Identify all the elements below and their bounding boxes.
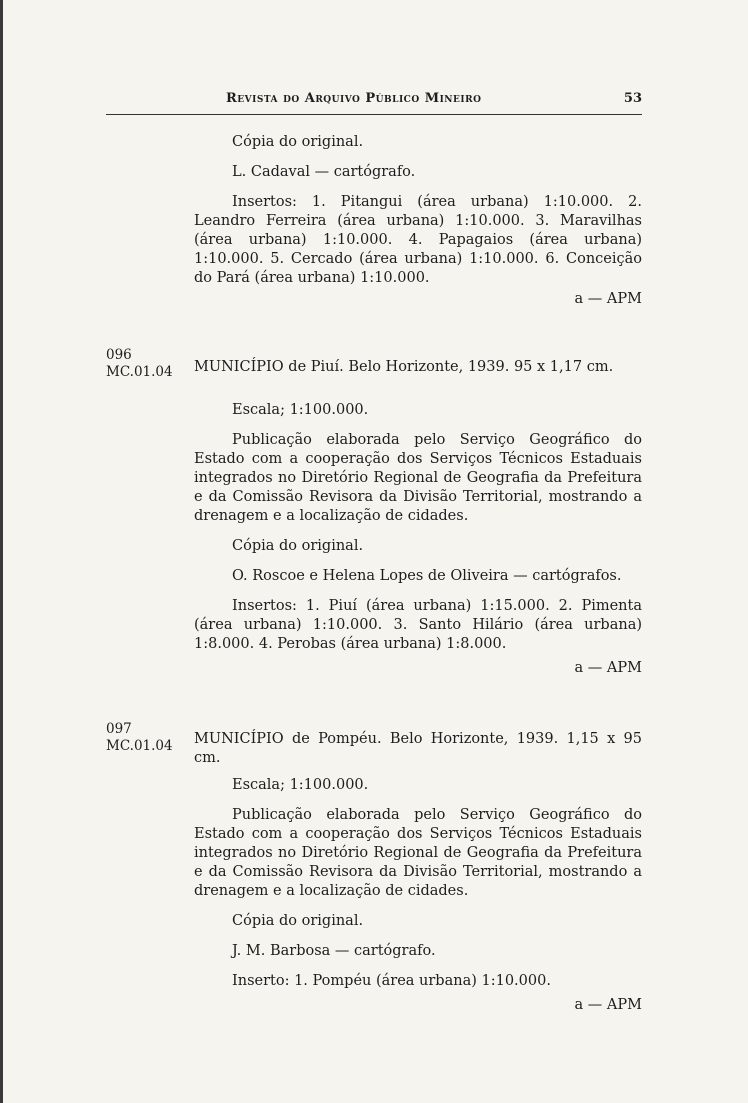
- entry-number: 096: [106, 347, 132, 363]
- page-edge-shadow: [0, 0, 3, 1103]
- entry-body-097: [194, 776, 642, 1015]
- entry-title: MUNICÍPIO de Pompéu. Belo Horizonte, 1939. 1,15 x 95 cm.: [194, 731, 642, 766]
- running-title: Revista do Arquivo Público Mineiro: [226, 91, 482, 106]
- copy-note: Cópia do original.: [232, 538, 364, 554]
- location-code: a — APM: [574, 660, 642, 676]
- continuation-entry: [194, 133, 642, 309]
- inserts-list: Insertos: 1. Piuí (área urbana) 1:15.000. 2. Pimenta (área urbana) 1:10.000. 3. Santo Hilário (área urbana) 1:8.000. 4. Perobas (área urbana) 1:8.000.: [194, 598, 642, 652]
- copy-note: Cópia do original.: [232, 913, 364, 929]
- entry-description: Publicação elaborada pelo Serviço Geográfico do Estado com a cooperação dos Serviços Técnicos Estaduais integrados no Diretório Regional de Geografia da Prefeitura e da Comissão Revisora da Divisão Territorial, mostrando a drenagem e a localização de cidades.: [194, 432, 642, 524]
- cartographer-credit: J. M. Barbosa — cartógrafo.: [232, 943, 436, 959]
- entry-title: MUNICÍPIO de Piuí. Belo Horizonte, 1939. 95 x 1,17 cm.: [194, 359, 614, 375]
- entry-id-096: [106, 347, 173, 381]
- scale-note: Escala; 1:100.000.: [232, 402, 369, 418]
- copy-note: Cópia do original.: [232, 134, 364, 150]
- page-header: [106, 91, 642, 115]
- cartographer-credit: L. Cadaval — cartógrafo.: [232, 164, 416, 180]
- inserts-list: Inserto: 1. Pompéu (área urbana) 1:10.000.: [232, 973, 551, 989]
- entry-body-096: [194, 401, 642, 678]
- entry-id-097: [106, 721, 173, 755]
- entry-code: MC.01.04: [106, 738, 173, 754]
- entry-code: MC.01.04: [106, 364, 173, 380]
- inserts-list: Insertos: 1. Pitangui (área urbana) 1:10.000. 2. Leandro Ferreira (área urbana) 1:10.000. 3. Maravilhas (área urbana) 1:10.000. 4. Papagaios (área urbana) 1:10.000. 5. Cercado (área urbana) 1:10.000. 6. Conceição do Pará (área urbana) 1:10.000.: [194, 194, 642, 286]
- entry-description: Publicação elaborada pelo Serviço Geográfico do Estado com a cooperação dos Serviços Técnicos Estaduais integrados no Diretório Regional de Geografia da Prefeitura e da Comissão Revisora da Divisão Territorial, mostrando a drenagem e a localização de cidades.: [194, 807, 642, 899]
- scale-note: Escala; 1:100.000.: [232, 777, 369, 793]
- location-code: a — APM: [574, 291, 642, 307]
- cartographer-credit: O. Roscoe e Helena Lopes de Oliveira — cartógrafos.: [232, 568, 622, 584]
- page-number: 53: [623, 91, 642, 106]
- header-rule: [106, 114, 642, 115]
- location-code: a — APM: [574, 997, 642, 1013]
- entry-number: 097: [106, 721, 132, 737]
